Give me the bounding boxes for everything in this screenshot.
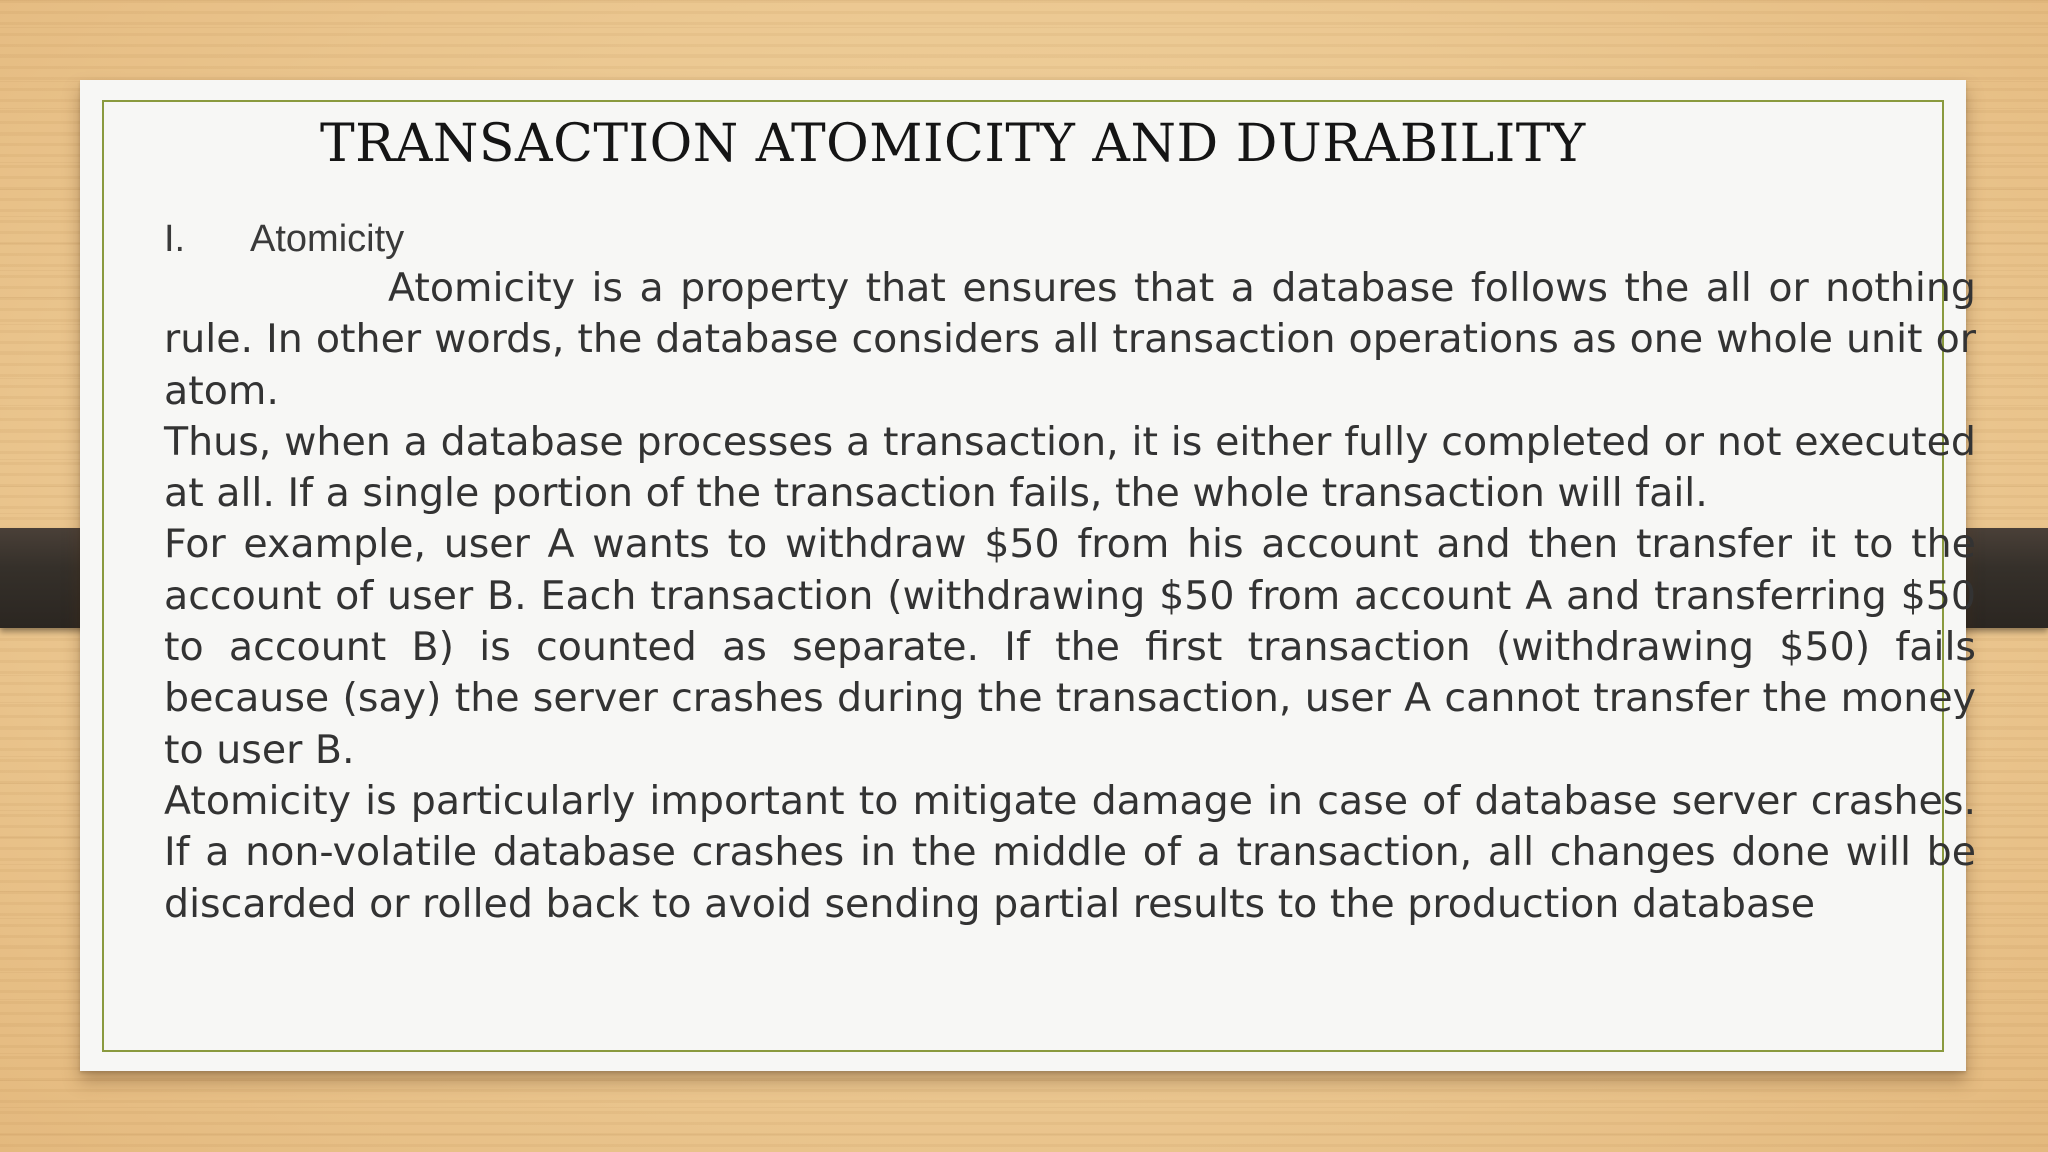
- section-heading: [164, 218, 404, 261]
- slide-title: TRANSACTION ATOMICITY AND DURABILITY: [320, 114, 1586, 174]
- section-numeral: I.: [164, 218, 186, 260]
- slide-card: [80, 80, 1976, 1071]
- paragraph-example: For example, user A wants to withdraw $50 from his account and then transfer it to the account of user B. Each transaction (withdrawing $50 from account A and transferring $50 to account B) is counted as separate. If the first transaction (withdrawing $50) fails because (say) the server crashes during the transaction, user A cannot transfer the money to user B.: [164, 521, 1976, 773]
- paragraph-definition: Atomicity is a property that ensures that a database follows the all or nothing rule. In other words, the database considers all transaction operations as one whole unit or atom.: [164, 265, 1976, 414]
- paragraph-all-or-nothing: Thus, when a database processes a transaction, it is either fully completed or not executed at all. If a single portion of the transaction fails, the whole transaction will fail.: [164, 418, 1976, 517]
- section-heading-label: Atomicity: [250, 218, 405, 260]
- paragraph-importance: Atomicity is particularly important to mitigate damage in case of database server crashes. If a non-volatile database crashes in the middle of a transaction, all changes done will be discarded or rolled back to avoid sending partial results to the production database: [164, 777, 1976, 927]
- slide-body-text: [164, 263, 1976, 930]
